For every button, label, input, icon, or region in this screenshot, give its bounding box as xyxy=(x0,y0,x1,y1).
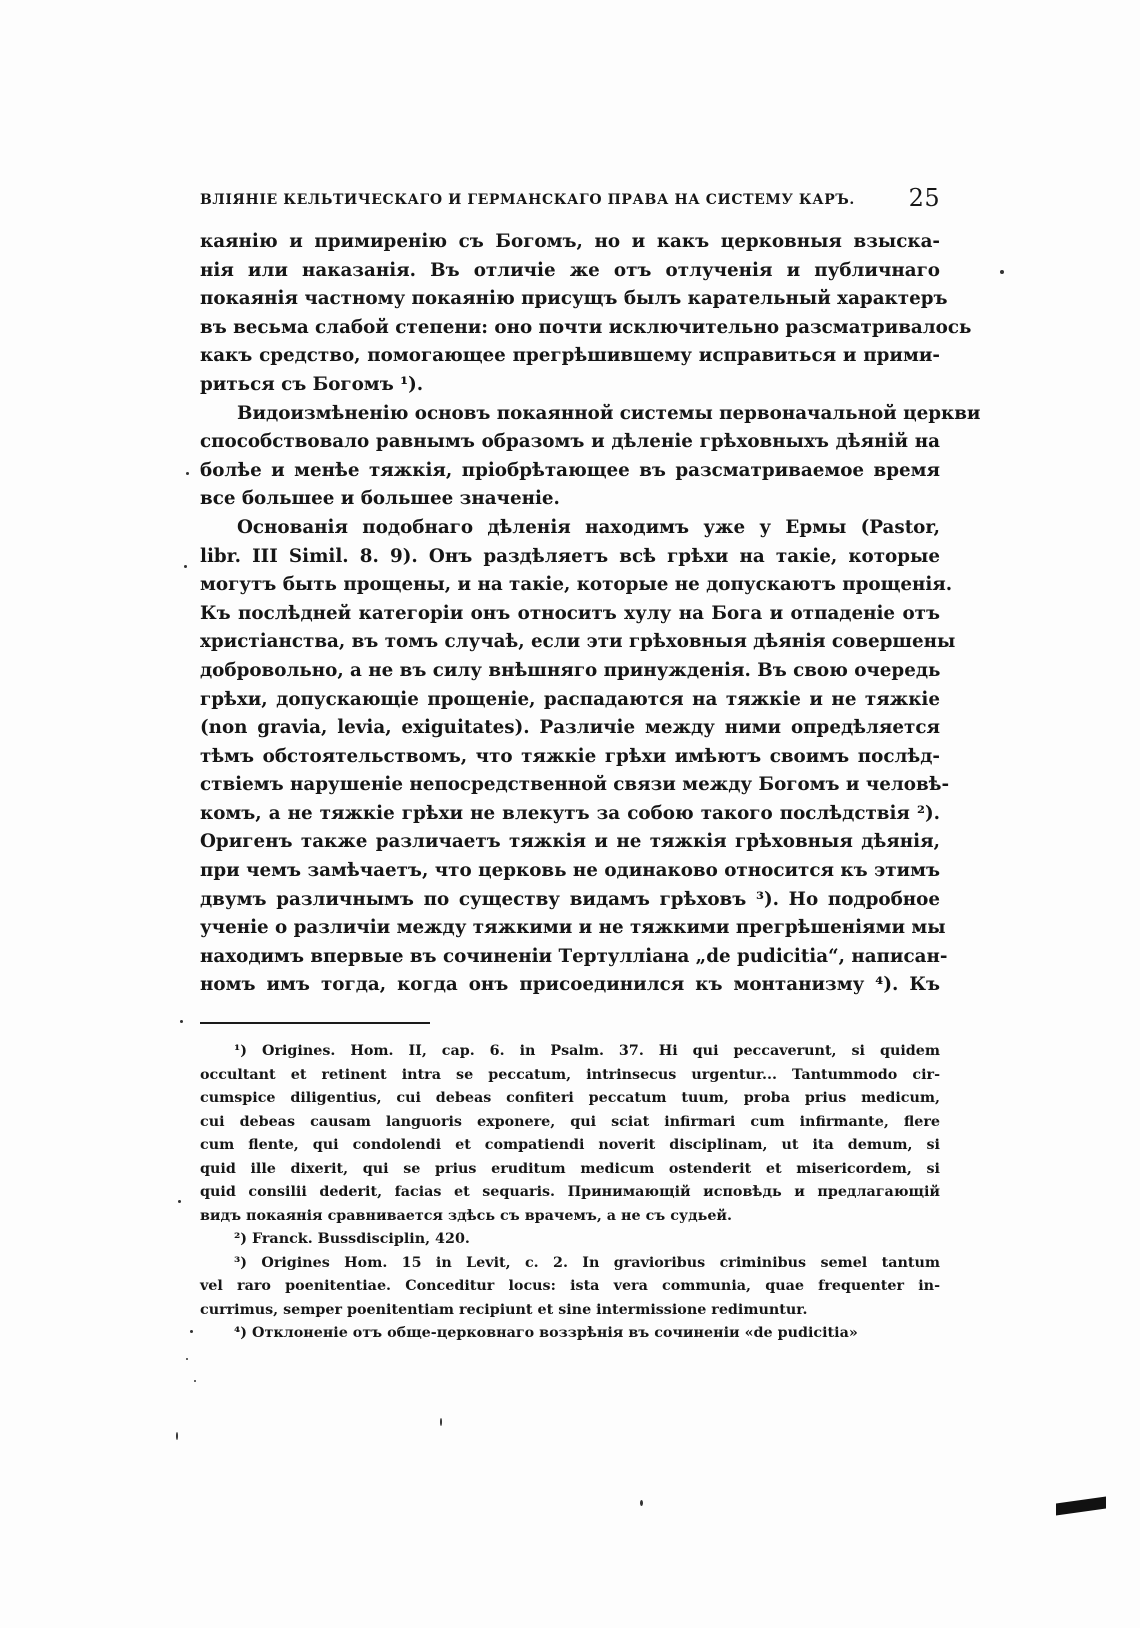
footnote-line: vel raro poenitentiae. Conceditur locus: ista vera communia, quae frequenter in- xyxy=(200,1278,940,1294)
text-line: риться съ Богомъ ¹). xyxy=(200,373,424,395)
scan-speck xyxy=(180,1020,183,1023)
footnote-divider xyxy=(200,1022,430,1024)
text-line: Оригенъ также различаетъ тяжкія и не тяжкія грѣховныя дѣянія, xyxy=(200,831,940,853)
text-line: при чемъ замѣчаетъ, что церковь не одинаково относится къ этимъ xyxy=(200,860,940,882)
text-line: христіанства, въ томъ случаѣ, если эти грѣховныя дѣянія совершены xyxy=(200,631,956,653)
scan-speck xyxy=(440,1418,442,1426)
footnotes xyxy=(200,1040,940,1346)
text-line: номъ имъ тогда, когда онъ присоединился къ монтанизму ⁴). Къ xyxy=(200,974,940,996)
scan-speck xyxy=(186,472,189,475)
text-line: тѣмъ обстоятельствомъ, что тяжкіе грѣхи имѣютъ своимъ послѣд- xyxy=(200,745,940,767)
text-line: ствіемъ нарушеніе непосредственной связи между Богомъ и человѣ- xyxy=(200,774,950,796)
scan-speck xyxy=(184,565,187,568)
text-line: какъ средство, помогающее прегрѣшившему исправиться и прими- xyxy=(200,345,940,367)
footnote-line: quid consilii dederit, facias et sequaris. Принимающій исповѣдь и предлагающій xyxy=(200,1184,940,1200)
text-line: ученіе о различіи между тяжкими и не тяжкими прегрѣшеніями мы xyxy=(200,917,946,939)
text-line: Къ послѣдней категоріи онъ относитъ хулу на Бога и отпаденіе отъ xyxy=(200,602,940,624)
text-line: находимъ впервые въ сочиненіи Тертулліана „de pudicitia“, написан- xyxy=(200,945,948,967)
footnote-line: cumspice diligentius, cui debeas confiteri peccatum tuum, proba prius medicum, xyxy=(200,1090,940,1106)
scan-edge-mark xyxy=(1056,1496,1106,1515)
scan-speck xyxy=(186,1358,188,1360)
scan-speck xyxy=(176,1432,178,1440)
scan-speck xyxy=(190,1330,193,1333)
footnote-line: ²) Franck. Bussdisciplin, 420. xyxy=(234,1231,470,1247)
footnote-line: видъ покаянія сравнивается здѣсь съ врачемъ, а не съ судьей. xyxy=(200,1207,732,1224)
text-line: могутъ быть прощены, и на такіе, которые не допускаютъ прощенія. xyxy=(200,574,953,596)
page-number: 25 xyxy=(908,184,940,212)
text-line: добровольно, а не въ силу внѣшняго принужденія. Въ свою очередь xyxy=(200,659,941,681)
body-text xyxy=(200,228,981,1000)
text-line: Основанія подобнаго дѣленія находимъ уже у Ермы (Pastor, xyxy=(237,516,940,538)
footnote-line: quid ille dixerit, qui se prius eruditum medicum ostenderit et misericordem, si xyxy=(200,1160,940,1177)
scan-speck xyxy=(1000,270,1004,274)
text-line: (non gravia, levia, exiguitates). Различіе между ними опредѣляется xyxy=(200,717,940,739)
text-line: каянію и примиренію съ Богомъ, но и какъ церковныя взыска- xyxy=(200,231,940,252)
text-line: грѣхи, допускающіе прощеніе, распадаются на тяжкіе и не тяжкіе xyxy=(200,688,940,710)
text-line: Видоизмѣненію основъ покаянной системы первоначальной церкви xyxy=(237,402,981,424)
footnote-line: cum flente, qui condolendi et compatiendi noverit disciplinam, ut ita demum, si xyxy=(200,1137,940,1153)
text-line: все большее и большее значеніе. xyxy=(200,488,560,510)
text-line: комъ, а не тяжкіе грѣхи не влекутъ за собою такого послѣдствія ²). xyxy=(200,802,940,824)
text-line: нія или наказанія. Въ отличіе же отъ отлученія и публичнаго xyxy=(200,259,940,281)
footnote-line: cui debeas causam languoris exponere, qui sciat infirmari cum infirmante, flere xyxy=(200,1113,940,1130)
footnote-line: ³) Origines Hom. 15 in Levit, c. 2. In gravioribus criminibus semel tantum xyxy=(234,1254,940,1271)
text-line: болѣе и менѣе тяжкія, пріобрѣтающее въ разсматриваемое время xyxy=(200,459,940,481)
footnote-line: occultant et retinent intra se peccatum, intrinsecus urgentur... Tantummodo cir- xyxy=(200,1066,940,1083)
text-line: въ весьма слабой степени: оно почти исключительно разсматривалось xyxy=(200,316,972,338)
text-line: способствовало равнымъ образомъ и дѣленіе грѣховныхъ дѣяній на xyxy=(200,431,940,453)
text-line: покаянія частному покаянію присущъ былъ карательный характеръ xyxy=(200,288,948,310)
text-line: двумъ различнымъ по существу видамъ грѣховъ ³). Но подробное xyxy=(200,888,940,910)
footnote-line: ¹) Origines. Hom. II, cap. 6. in Psalm. 37. Hi qui peccaverunt, si quidem xyxy=(234,1043,940,1059)
text-line: libr. III Simil. 8. 9). Онъ раздѣляетъ всѣ грѣхи на такіе, которые xyxy=(200,545,940,567)
scan-speck xyxy=(640,1500,643,1506)
page-header xyxy=(200,180,940,212)
scan-speck xyxy=(178,1200,181,1203)
running-title: ВЛІЯНІЕ КЕЛЬТИЧЕСКАГО И ГЕРМАНСКАГО ПРАВА НА СИСТЕМУ КАРЪ. xyxy=(200,192,855,208)
footnote-line: currimus, semper poenitentiam recipiunt et sine intermissione redimuntur. xyxy=(200,1301,808,1318)
footnote-line: ⁴) Отклоненіе отъ обще-церковнаго воззрѣнія въ сочиненіи «de pudicitia» xyxy=(234,1325,858,1341)
scan-speck xyxy=(194,1380,196,1382)
